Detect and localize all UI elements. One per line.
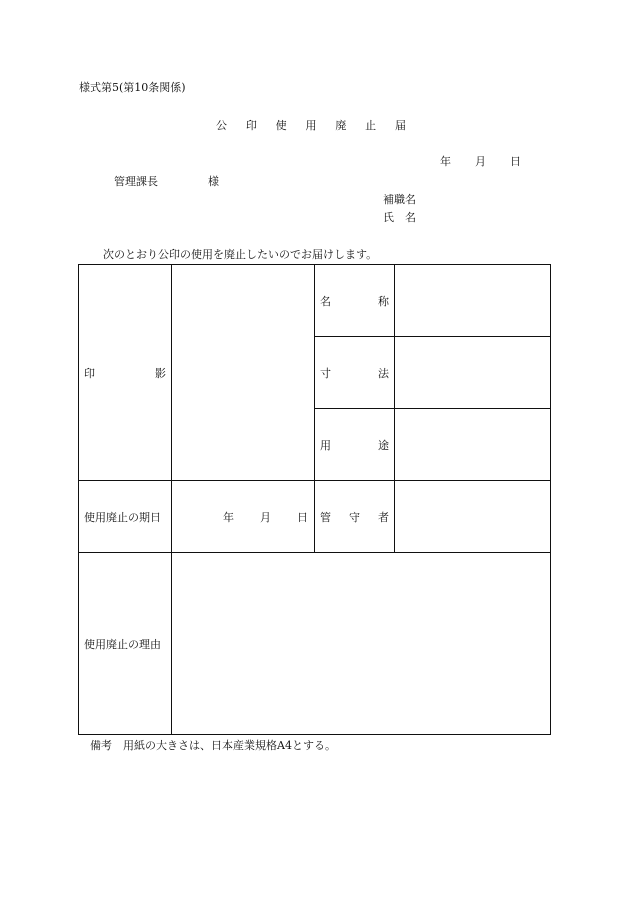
addressee-honorific: 様 (208, 175, 219, 188)
applicant-name (383, 212, 416, 223)
title-char: 止 (365, 119, 377, 132)
seal-abolition-table (78, 264, 551, 735)
name-label-cell: 名 称 (315, 265, 395, 337)
usage-label-cell: 用 途 (315, 409, 395, 481)
custodian-label-cell: 管 守 者 (315, 481, 395, 553)
abolition-reason-field[interactable] (172, 553, 551, 735)
size-label-cell: 寸 法 (315, 337, 395, 409)
seal-impression-field[interactable] (172, 265, 315, 481)
addressee: 管理課長 (114, 175, 158, 188)
submission-date (440, 156, 521, 167)
title-char: 用 (305, 119, 317, 132)
abolition-date-field[interactable]: 年 月 日 (172, 481, 315, 553)
form-title (216, 120, 406, 131)
custodian-field[interactable] (395, 481, 551, 553)
title-char: 廃 (335, 119, 347, 132)
title-char: 公 (216, 119, 227, 132)
date-day-label: 日 (510, 155, 521, 168)
applicant-role: 補職名 (383, 193, 416, 206)
title-char: 届 (394, 119, 406, 132)
title-char: 印 (245, 119, 257, 132)
abolition-date-label: 使用廃止の期日 (84, 510, 161, 524)
intro-text: 次のとおり公印の使用を廃止したいのでお届けします。 (103, 248, 378, 261)
date-month-label: 月 (475, 155, 486, 168)
title-char: 使 (275, 119, 287, 132)
name-field[interactable] (395, 265, 551, 337)
date-year-label: 年 (440, 155, 451, 168)
name-char: 氏 (383, 211, 394, 224)
size-field[interactable] (395, 337, 551, 409)
abolition-reason-label-cell (79, 553, 172, 735)
form-number: 様式第5(第10条関係) (79, 81, 186, 94)
footnote: 備考 用紙の大きさは、日本産業規格A4とする。 (90, 739, 336, 752)
name-char: 名 (405, 211, 416, 224)
seal-impression-label-cell: 印 影 (79, 265, 172, 481)
usage-field[interactable] (395, 409, 551, 481)
abolition-reason-label: 使用廃止の理由 (84, 637, 161, 651)
abolition-date-label-cell (79, 481, 172, 553)
